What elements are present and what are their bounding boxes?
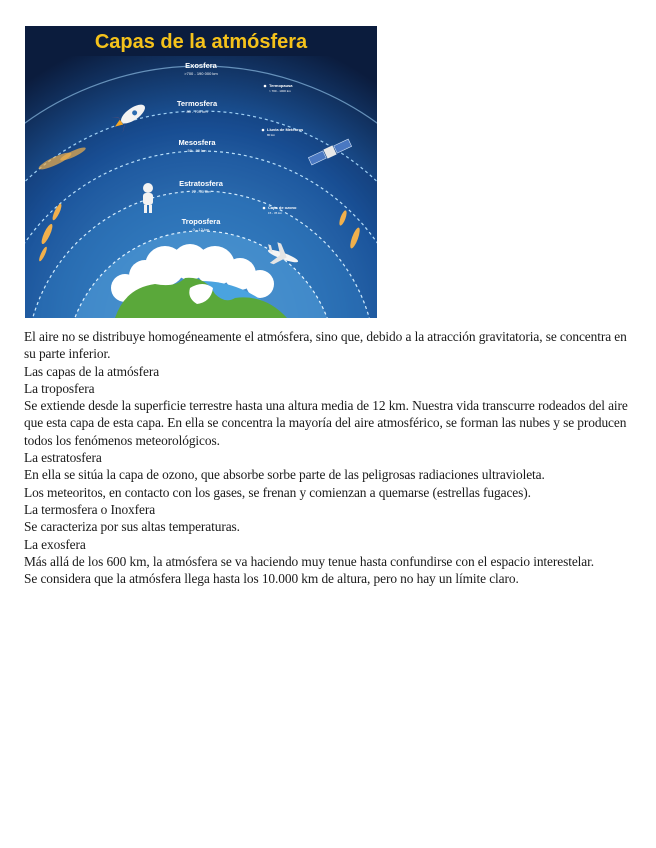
side-label-ozono-range: 15 - 35 km	[268, 211, 283, 215]
layer-range-exosfera: >700 - 190 000 km	[184, 71, 218, 76]
termosfera-paragraph: Se caracteriza por sus altas temperaturas.	[24, 519, 240, 535]
layer-range-estratosfera: 12 - 50 km	[191, 189, 211, 194]
layer-range-troposfera: 0 - 12 km	[192, 227, 210, 232]
section-heading-estratosfera: La estratosfera	[24, 450, 102, 466]
side-label-termopausa: Termopausa	[269, 83, 293, 88]
side-label-termopausa-range: > 700 - 1000 km	[269, 89, 291, 93]
layer-name-troposfera: Troposfera	[181, 217, 221, 226]
layer-name-exosfera: Exosfera	[185, 61, 217, 70]
section-heading-capas: Las capas de la atmósfera	[24, 363, 160, 379]
atmosphere-diagram	[25, 26, 377, 318]
layer-range-termosfera: 80 - 700 km	[186, 109, 208, 114]
atmosphere-layers-figure	[25, 26, 377, 318]
intro-paragraph: El aire no se distribuye homogéneamente el atmósfera, sino que, debido a la atracción gravitatoria, se concentra en su parte inferior.	[24, 329, 627, 362]
layer-name-estratosfera: Estratosfera	[179, 179, 223, 188]
layer-range-mesosfera: 50 - 80 km	[187, 148, 207, 153]
troposfera-paragraph: Se extiende desde la superficie terrestre hasta una altura media de 12 km. Nuestra vida transcurre rodeados del aire que esta capa de esta capa. En ella se concentra la mayoría del aire atmosférico, se forman las nubes y se producen todos los fenómenos meteorológicos.	[24, 398, 628, 448]
limite-paragraph: Se considera que la atmósfera llega hasta los 10.000 km de altura, pero no hay un límite claro.	[24, 571, 519, 587]
layer-name-termosfera: Termosfera	[176, 99, 218, 108]
figure-title: Capas de la atmósfera	[94, 31, 308, 53]
estratosfera-paragraph: En ella se sitúa la capa de ozono, que absorbe sorbe parte de las peligrosas radiaciones ultravioleta.	[24, 467, 545, 483]
exosfera-paragraph: Más allá de los 600 km, la atmósfera se va haciendo muy tenue hasta confundirse con el espacio interestelar.	[24, 553, 595, 569]
side-label-ozono: Capa de ozono	[268, 205, 297, 210]
document-body	[24, 328, 636, 587]
section-heading-troposfera: La troposfera	[24, 380, 95, 396]
section-heading-exosfera: La exosfera	[24, 536, 86, 552]
side-label-meteoros-range: 80 km	[267, 133, 276, 137]
meteoritos-paragraph: Los meteoritos, en contacto con los gases, se frenan y comienzan a quemarse (estrellas fugaces).	[24, 484, 531, 500]
side-label-meteoros: Lluvia de Meteoros	[267, 127, 304, 132]
layer-name-mesosfera: Mesosfera	[178, 138, 216, 147]
section-heading-termosfera: La termosfera o Inoxfera	[24, 501, 156, 517]
